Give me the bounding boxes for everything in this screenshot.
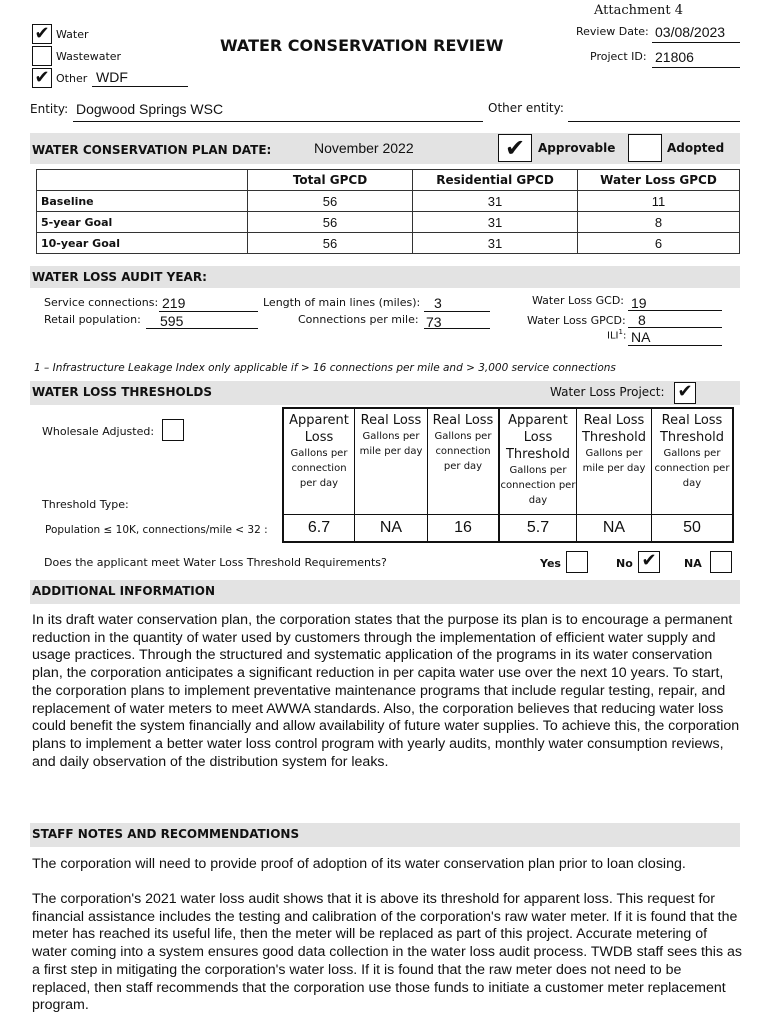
- gpcd-table: [36, 169, 740, 254]
- plan-date-label: WATER CONSERVATION PLAN DATE:: [32, 143, 272, 157]
- gpcd-cell: 31: [413, 191, 578, 212]
- table-row: [37, 212, 740, 233]
- other-label: Other: [56, 72, 88, 85]
- table-row: [37, 191, 740, 212]
- other-value[interactable]: WDF: [96, 69, 128, 85]
- threshold-col: Real Loss Gallons per mile per day: [359, 413, 423, 457]
- approvable-checkbox[interactable]: ✔: [498, 134, 532, 162]
- gpcd-row-label: 10-year Goal: [37, 233, 248, 254]
- retail-population-label: Retail population:: [44, 313, 141, 326]
- wastewater-checkbox[interactable]: [32, 46, 52, 66]
- thresholds-title: WATER LOSS THRESHOLDS: [32, 385, 212, 399]
- audit-title: WATER LOSS AUDIT YEAR:: [32, 270, 207, 284]
- ili-value[interactable]: NA: [631, 329, 651, 345]
- staff-note-1: The corporation will need to provide proof of adoption of its water conservation plan prior to loan closing.: [32, 856, 686, 872]
- approvable-label: Approvable: [538, 141, 616, 155]
- water-label: Water: [56, 28, 89, 41]
- page-title: WATER CONSERVATION REVIEW: [220, 36, 504, 55]
- main-length-value[interactable]: 3: [434, 295, 442, 311]
- meet-question: Does the applicant meet Water Loss Threshold Requirements?: [44, 556, 387, 569]
- threshold-value: 6.7: [307, 519, 331, 536]
- population-label: Population ≤ 10K, connections/mile < 32 :: [45, 524, 268, 536]
- staff-title: STAFF NOTES AND RECOMMENDATIONS: [32, 827, 300, 841]
- project-id-label: Project ID:: [590, 50, 647, 63]
- no-checkbox[interactable]: ✔: [638, 551, 660, 573]
- gcd-label: Water Loss GCD:: [532, 294, 625, 307]
- no-label: No: [616, 557, 633, 570]
- service-connections-label: Service connections:: [44, 296, 159, 309]
- gpcd-header-water-loss: Water Loss GPCD: [578, 170, 740, 191]
- gcd-value[interactable]: 19: [631, 295, 647, 311]
- entity-value[interactable]: Dogwood Springs WSC: [76, 101, 224, 117]
- footnote: 1 – Infrastructure Leakage Index only applicable if > 16 connections per mile and > 3,000 service connections: [34, 362, 616, 374]
- water-loss-project-label: Water Loss Project:: [550, 385, 665, 399]
- na-label: NA: [684, 557, 702, 570]
- adopted-checkbox[interactable]: [628, 134, 662, 162]
- gpcd-cell: 31: [413, 233, 578, 254]
- threshold-col: Apparent Loss Gallons per connection per day: [289, 413, 349, 489]
- retail-population-value[interactable]: 595: [160, 313, 184, 329]
- gpcd-cell: 11: [578, 191, 740, 212]
- project-id-value[interactable]: 21806: [655, 49, 694, 65]
- threshold-value: 50: [683, 519, 701, 536]
- gpcd-cell: 6: [578, 233, 740, 254]
- thresholds-grid: [282, 407, 734, 543]
- threshold-type-label: Threshold Type:: [42, 498, 129, 511]
- service-connections-value[interactable]: 219: [162, 295, 186, 311]
- wastewater-label: Wastewater: [56, 50, 122, 63]
- additional-text: In its draft water conservation plan, the corporation states that the purpose its plan is to encourage a permanent reduction in the quantity of water used by customers through the implementation of efficient water supply and usage practices. Through the structured and systematic application of the programs in its water conservation plan, the corporation anticipates a significant reduction in per capita water use over the next 10 years. To start, the corporation plans to implement preventative maintenance programs that include regular testing, repair, and replacement of water meters to meet AWWA standards. Also, the corporation believes that reducing water loss could benefit the system financially and allow availability of future water supplies. To achieve this, the corporation plans to implement a better water loss control program with yearly audits, monthly water consumption reviews, and daily observation of the distribution system for leaks.: [32, 612, 740, 770]
- additional-title: ADDITIONAL INFORMATION: [32, 584, 216, 598]
- gpcd-value[interactable]: 8: [638, 312, 646, 328]
- wholesale-adjusted-label: Wholesale Adjusted:: [42, 425, 155, 438]
- water-loss-project-checkbox[interactable]: ✔: [674, 382, 696, 404]
- gpcd-cell: 8: [578, 212, 740, 233]
- staff-band: [30, 823, 740, 847]
- other-entity-label: Other entity:: [488, 101, 564, 115]
- gpcd-cell: 31: [413, 212, 578, 233]
- na-checkbox[interactable]: [710, 551, 732, 573]
- water-checkbox[interactable]: ✔: [32, 24, 52, 44]
- staff-note-2: The corporation's 2021 water loss audit shows that it is above its threshold for apparent loss. This request for financial assistance includes the testing and calibration of the corporation's raw water meter. If it is found that the meter has reached its useful life, then the meter will be replaced as part of this project. Accurate metering of water coming into a system ensures good data collection in the water loss audit process. TWDB staff sees this as a first step in mitigating the corporation's water loss. If it is found that the raw meter does not need to be replaced, then staff recommends that the corporation use those funds to initiate a customer meter replacement program.: [32, 891, 742, 1014]
- gpcd-cell: 56: [248, 233, 413, 254]
- wholesale-adjusted-checkbox[interactable]: [162, 419, 184, 441]
- threshold-col: Real Loss Threshold Gallons per mile per day: [581, 413, 647, 474]
- other-checkbox[interactable]: ✔: [32, 68, 52, 88]
- threshold-col: Real Loss Threshold Gallons per connection per day: [654, 413, 730, 489]
- threshold-value: NA: [602, 519, 626, 536]
- threshold-value: 16: [454, 519, 472, 536]
- threshold-col: Real Loss Gallons per connection per day: [432, 413, 494, 472]
- audit-band: [30, 266, 740, 288]
- adopted-label: Adopted: [667, 141, 725, 155]
- ili-label: ILI$^1$:: [607, 328, 627, 342]
- threshold-col: Apparent Loss Threshold Gallons per connection per day: [500, 413, 576, 506]
- gpcd-row-label: 5-year Goal: [37, 212, 248, 233]
- gpcd-header-total: Total GPCD: [248, 170, 413, 191]
- review-date-label: Review Date:: [576, 25, 649, 38]
- review-date-value[interactable]: 03/08/2023: [655, 24, 726, 40]
- entity-label: Entity:: [30, 102, 69, 116]
- connections-per-mile-value[interactable]: 73: [426, 314, 442, 330]
- table-row: [37, 233, 740, 254]
- attachment-label: Attachment 4: [594, 3, 684, 18]
- connections-per-mile-label: Connections per mile:: [298, 313, 419, 326]
- gpcd-row-label: Baseline: [37, 191, 248, 212]
- yes-label: Yes: [540, 557, 561, 570]
- plan-date-value[interactable]: November 2022: [314, 140, 414, 156]
- gpcd-cell: 56: [248, 212, 413, 233]
- additional-band: [30, 580, 740, 604]
- threshold-value: 5.7: [526, 519, 550, 536]
- gpcd-cell: 56: [248, 191, 413, 212]
- threshold-value: NA: [379, 519, 403, 536]
- gpcd-label: Water Loss GPCD:: [527, 314, 626, 327]
- gpcd-header-residential: Residential GPCD: [413, 170, 578, 191]
- yes-checkbox[interactable]: [566, 551, 588, 573]
- main-length-label: Length of main lines (miles):: [263, 296, 421, 309]
